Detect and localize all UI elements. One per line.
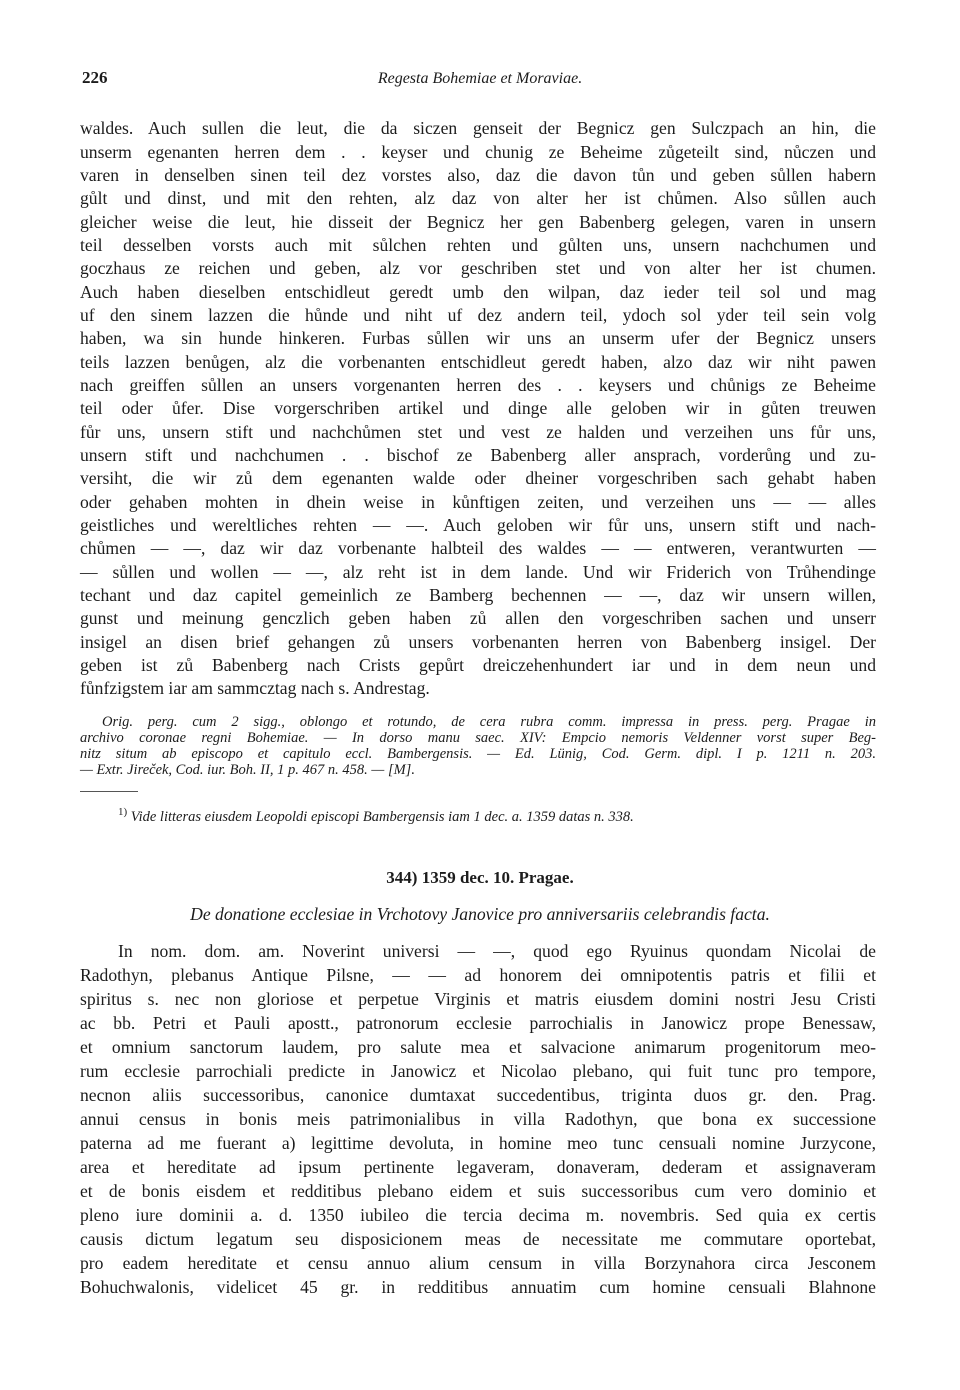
text-line: gunst und meinung genczlich geben haben zů allen den vorgeschriben sachen und unserr <box>80 608 876 628</box>
text-line: geistliches und wereltliches rehten — —. Auch geloben wir fůr uns, unsern stift und nach- <box>80 515 876 535</box>
text-line: area et hereditate ad ipsum pertinente legaveram, donaveram, dederam et assignaveram <box>80 1157 876 1177</box>
page-number: 226 <box>82 68 108 87</box>
document-subject: De donatione ecclesiae in Vrchotovy Janovice pro anniversariis celebrandis facta. <box>190 904 770 924</box>
note-line: nitz situm ab episcopo et capitulo eccl. Bambergensis. — Ed. Lünig, Cod. Germ. dipl. I p. 1211 n. 203. <box>80 746 876 762</box>
text-line: rum ecclesie parrochiali predicte in Janowicz et Nicolao plebano, qui fuit tunc pro tempore, <box>80 1061 876 1081</box>
text-line: versiht, die wir zů dem egenanten walde oder dheiner vorgeschriben sach gehabt haben <box>80 468 876 488</box>
text-line: gleicher weise die leut, hie disseit der Begnicz her gen Babenberg gelegen, varen in unsern <box>80 212 876 232</box>
running-title: Regesta Bohemiae et Moraviae. <box>377 70 583 87</box>
text-line: geben ist zů Babenberg nach Crists gepůrt dreiczehenhundert iar und in dem neun und <box>80 655 876 675</box>
text-line: et de bonis eisdem et redditibus plebano eidem et suis successoribus cum vero dominio et <box>80 1181 876 1201</box>
note-line: archivo coronae regni Bohemiae. — In dorso manu saec. XIV: Empcio nemoris Veldenner vorst super Beg- <box>80 730 876 746</box>
text-line: teil desselben vorsts auch mit sůlchen rehten und gůlten uns, unsern nachchumen und <box>80 235 876 255</box>
text-line: Auch haben dieselben entschidleut geredt umb den wilpan, daz ieder teil sol und mag <box>80 282 876 302</box>
footnote-marker: 1) <box>118 806 128 818</box>
text-line: necnon aliis successoribus, canonice dumtaxat succedentibus, triginta duos gr. den. Prag. <box>80 1085 876 1105</box>
note-line: Orig. perg. cum 2 sigg., oblongo et rotundo, de cera rubra comm. impressa in press. perg. Pragae in <box>102 714 876 730</box>
text-line: chůmen — —, daz wir daz vorbenante halbteil des waldes — — entweren, verantwurten — <box>80 538 876 558</box>
text-line: causis dictum legatum seu disposicionem meas de necessitate me commutare oportebat, <box>80 1229 876 1249</box>
text-line: spiritus s. nec non gloriose et perpetue Virginis et matris eiusdem domini nostri Jesu Cristi <box>80 989 876 1009</box>
text-line: gůlt und dinst, und mit den rehten, alz daz von alter her ist chůmen. Also sůllen auch <box>80 188 876 208</box>
text-line: annui census in bonis meis patrimonialibus in villa Radothyn, que bona ex successione <box>80 1109 876 1129</box>
text-line: pro eadem hereditate et censu annuo alium censum in villa Borzynahora circa Jesconem <box>80 1253 876 1273</box>
text-line: ac bb. Petri et Pauli apostt., patronorum ecclesie parrochialis in Janowicz prope Benessaw, <box>80 1013 876 1033</box>
text-line: In nom. dom. am. Noverint universi — —, quod ego Ryuinus quondam Nicolai de <box>118 941 876 961</box>
text-line: techant und daz capitel gemeinlich ze Bamberg bechennen — —, daz wir unsern willen, <box>80 585 876 605</box>
text-line: waldes. Auch sullen die leut, die da siczen genseit der Begnicz gen Sulczpach an hin, die <box>80 118 876 138</box>
footnote-text: Vide litteras eiusdem Leopoldi episcopi Bambergensis iam 1 dec. a. 1359 datas n. 338. <box>130 808 634 825</box>
text-line: nach greiffen sůllen an unsers vorgenanten herren des . . keysers und chůnigs ze Beheime <box>80 375 876 395</box>
document-heading: 344) 1359 dec. 10. Pragae. <box>386 868 574 887</box>
text-line: unsern stift und nachchumen . . bischof ze Babenberg aller ansprach, vorderůng und zu- <box>80 445 876 465</box>
text-line: oder gehaben mohten in dhein weise in kůnftigen zeiten, und verzeihen uns — — alles <box>80 492 876 512</box>
text-line: insigel an disen brief gehangen zů unsers vorbenanten herren von Babenberg insigel. Der <box>80 632 876 652</box>
text-line: Bohuchwalonis, videlicet 45 gr. in redditibus annuatim cum homine censuali Blahnone <box>80 1277 876 1297</box>
text-line: goczhaus ze reichen und geben, alz vor geschriben stet und von alter her ist chumen. <box>80 258 876 278</box>
text-line: Radothyn, plebanus Antique Pilsne, — — ad honorem dei omnipotentis patris et filii et <box>80 965 876 985</box>
text-line: teils lazzen benůgen, alz die vorbenanten entschidleut geredt haben, alzo daz wir niht pawen <box>80 352 876 372</box>
text-line: — sůllen und wollen — —, alz reht ist in dem lande. Und wir Friderich von Trůhendinge <box>80 562 876 582</box>
text-line: teil oder ůfer. Dise vorgerschriben artikel und dinge alle geloben wir in gůten treuwen <box>80 398 876 418</box>
text-line: paterna ad me fuerant a) legittime devoluta, in homine meo tunc censuali nomine Jurzycone, <box>80 1133 876 1153</box>
text-line: varen in denselben sinen teil dez vorstes also, daz die davon tůn und geben sůllen habern <box>80 165 876 185</box>
text-line: fůr uns, unsern stift und nachchůmen stet und vest ze halden und verzeihen uns fůr uns, <box>80 422 876 442</box>
text-line: haben, wa sin hunde hinkeren. Furbas sůllen wir uns an unserm ufer der Begnicz unsers <box>80 328 876 348</box>
text-line: unserm egenanten herren dem . . keyser und chunig ze Beheime zůgeteilt sind, nůczen und <box>80 142 876 162</box>
text-line: fůnfzigstem iar am sammcztag nach s. Andrestag. <box>80 678 430 698</box>
text-line: pleno iure dominii a. d. 1350 iubileo die tercia decima m. novembris. Sed quia ex certis <box>80 1205 876 1225</box>
text-line: uf den sinem lazzen die hůnde und niht uf dez andern teil, ydoch sol yder teil sein volg <box>80 305 876 325</box>
text-line: et omnium sanctorum laudem, pro salute mea et salvacione animarum progenitorum meo- <box>80 1037 876 1057</box>
note-line: — Extr. Jireček, Cod. iur. Boh. II, 1 p. 467 n. 458. — [M]. <box>80 762 415 778</box>
footnote <box>118 806 634 826</box>
footnote-separator <box>80 791 138 792</box>
